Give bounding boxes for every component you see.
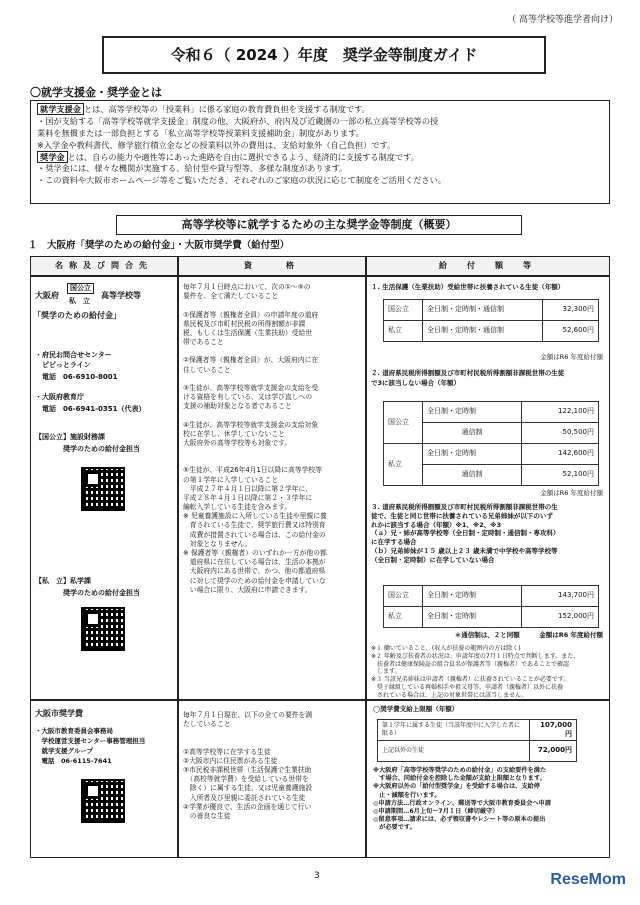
page-number: 3	[314, 871, 320, 881]
footnote-line: ※１ 働いていること、(収入が扶養の範囲内の方は除く)	[371, 645, 521, 652]
qualification-line	[183, 448, 361, 457]
city-note-line: 止・減額を行います。	[373, 791, 441, 799]
qualification-line: 校に在学し、休学していないこと	[183, 429, 285, 438]
about-line: とは、高等学校等の「授業料」に係る家庭の教育費負担を支援する制度です。	[83, 104, 370, 114]
about-box	[30, 100, 610, 204]
qualification-line: の善良な生徒	[183, 811, 231, 820]
benefit-s3-line: （ａ）兄・姉が高等学校等（全日制・定時制・通信制・専攻科）	[371, 529, 560, 538]
qualification-line: 対象となりません。	[183, 539, 252, 548]
benefit-s3-line: に在学する場合	[371, 538, 417, 547]
pref-kokkou: 国公立	[67, 283, 94, 294]
amount-note: 金額はR6 年度給付額	[540, 353, 603, 361]
about-line: ※入学金や教科書代、修学旅行積立金などの授業料以外の費用は、支給対象外（自己負担）です。	[37, 139, 396, 150]
pref-program: 「奨学のための給付金」	[33, 311, 121, 320]
city-benefit-title: ◯奨学費支給上限額（年額）	[373, 705, 459, 713]
about-line: とは、自らの能力や適性等にあった進路を自由に選択できるよう、経済的に支援する制度です。	[67, 151, 419, 162]
contact-line: 学校運営支援センター事務管理担当	[35, 737, 146, 745]
qualification-line	[183, 739, 361, 748]
city-note-line: が必要です。	[373, 824, 416, 832]
benefit-s3-line: ３. 道府県民税所得割額及び市町村民税所得割額非課税世帯の生	[371, 503, 558, 511]
benefit-s3-table: 国公立 全日制・定時制 143,700円 私立 全日制・定時制 152,000円	[383, 585, 599, 628]
city-benefit-cell	[366, 700, 610, 858]
audience-note: （ 高等学校等進学者向け）	[507, 15, 618, 25]
page-title: 令和６（ 2024 ）年度 奨学金等制度ガイド	[102, 36, 546, 74]
contact-line: 【国公立】施設財務課	[35, 433, 105, 441]
footnote-line: されている場合は、上記の対象世帯には該当しません。	[371, 691, 528, 699]
qualification-line: 成費が措置されている場合は、この給付金の	[183, 530, 326, 539]
qualification-line: 大阪府内にある世帯で、かつ、他の都道府県	[183, 567, 326, 576]
header-name: 名称及び問合先	[30, 256, 178, 276]
footnote-line: ※２ 年齢及び扶養者の状況は、申請年度の7月１日時点で判断します。また、	[371, 652, 580, 660]
keyword-shogakukin: 奨学金	[37, 151, 68, 163]
city-note-line: す場合、同給付金を控除した金額が支給上限額となります。	[373, 775, 546, 783]
qr-code-icon[interactable]	[81, 467, 125, 511]
contact-line: ・府民お問合せセンター	[35, 351, 112, 359]
qualification-line: 税、もしくは生活保護（生業扶助）受給世	[183, 328, 313, 337]
contact-phone: 電話 06-6910-8001	[35, 373, 118, 381]
qr-code-icon[interactable]	[81, 779, 125, 823]
qualification-line: 大阪府外の高等学校等も対象です。	[183, 438, 292, 447]
qualification-line	[183, 729, 361, 738]
qualification-line	[183, 347, 361, 356]
about-line: ・この資料や大阪市ホームページ等をご覧いただき、それぞれのご家庭の状況に応じて制度をご活用ください。	[37, 175, 446, 186]
qr-code-icon[interactable]	[81, 607, 125, 651]
qualification-line: ②大阪市内に住民票がある生徒	[183, 756, 278, 765]
qualification-line	[183, 375, 361, 384]
keyword-shugaku: 就学支援金	[37, 103, 84, 115]
header-qualification: 資 格	[178, 256, 366, 276]
qualification-line: ※ 児童養護施設に入所している生徒や里親に養	[183, 512, 327, 521]
benefit-s3-text	[371, 503, 560, 564]
benefit-s2-table: 国公立 全日制・定時制 122,100円 通信制 50,500円 私立 全日制・定時制 142,600円 通信制 52,100円	[383, 401, 599, 486]
about-line: 業料を無償または一部負担とする「私立高等学校等授業料支援補助金」制度があります。	[37, 127, 364, 138]
city-benefit-table: 第１学年に属する生徒（当該年度中に入学した者に限る） 107,000円 上記以外の生徒 72,000円	[377, 719, 577, 762]
qualification-line: い場合に限り、大阪府に申請できます。	[183, 585, 312, 594]
benefit-s2-title: で3に該当しない場合（年額）	[371, 379, 461, 387]
pref-koutou: 高等学校等	[101, 291, 141, 300]
pref-qualification-cell	[178, 276, 366, 700]
qualification-line: 平成２７年４月１日以降に第２学年に、	[183, 484, 313, 493]
about-line: ・奨学金には、様々な機関が実施する、給付型や貸与型等、多様な制度があります。	[37, 163, 348, 174]
city-contact-cell	[30, 700, 178, 858]
qualification-line: 住していること	[183, 365, 231, 374]
contact-line: 奨学のための給付金担当	[35, 589, 140, 597]
header-benefit: 給 付 額 等	[366, 256, 610, 276]
qualification-line: 入所者及び里親に委託されている生徒	[183, 793, 306, 802]
pref-name: 大阪府	[35, 291, 59, 300]
contact-line: ピピっとライン	[35, 361, 91, 369]
benefit-s2-title: ２. 道府県民税所得割額及び市町村民税所得割額非課税世帯の生徒	[371, 369, 565, 377]
pref-contact-cell	[30, 276, 178, 700]
contact-phone: 電話 06-6115-7641	[35, 757, 112, 765]
qualification-line: 平成２８年４月１日以降に第２・３学年に	[183, 493, 313, 502]
qualification-line: 道府県に在住している場合は、生活の本拠が	[183, 558, 326, 567]
city-qualification-cell	[178, 700, 366, 858]
city-notes	[373, 767, 551, 833]
qualification-line: ①保護者等（親権者全員）の申請年度の道府	[183, 310, 319, 319]
qualification-line: の第１学年に入学していること	[183, 475, 279, 484]
amount-note: ＊通信制は、２と同額 金額はR6 年度給付額	[454, 631, 603, 639]
resemom-logo: ReseMom	[550, 871, 626, 889]
qualification-line: ける資格を有している、又は学び直しへの	[183, 393, 313, 402]
qualification-line	[183, 301, 361, 310]
qualification-line: ②保護者等（親権者全員）が、大阪府内に在	[183, 356, 319, 365]
contact-line: ・大阪府教育庁	[35, 393, 84, 401]
qualification-line: ③市民税非課税世帯（生活保護で生業扶助	[183, 766, 312, 775]
qualification-line: ⑤生徒が、平成26年4月1日以降に高等学校等	[183, 466, 322, 475]
qualification-line: 県民税及び市町村民税の所得割額が非課	[183, 319, 306, 328]
city-note-line: ※大阪府「高等学校等奨学のための給付金」の支給要件を満た	[373, 767, 547, 774]
qualification-line: に対して奨学のための給付金を申請していな	[183, 576, 326, 585]
qualification-line: 支援の補助対象となる者であること	[183, 402, 292, 411]
main-section-title: 高等学校等に就学するための主な奨学金等制度（概要）	[116, 215, 522, 235]
pref-benefit-cell	[366, 276, 610, 700]
benefit-s3-line: （ｂ）兄弟姉妹が１５ 歳以上２３ 歳未満で中学校や高等学校等	[371, 546, 558, 555]
qualification-line: （高校等就学費）を受給している世帯を	[183, 775, 309, 784]
contact-line: 【私 立】私学課	[35, 577, 91, 585]
qualification-line: ④生徒が、高等学校等就学支援金の支給対象	[183, 420, 319, 429]
qualification-line: たしていること	[183, 720, 231, 729]
about-line: ・国が支給する「高等学校等就学支援金」制度の他、大阪府が、府内及び近畿圏の一部の私立高等学校等の授	[37, 115, 439, 126]
footnote-line: 奨子縁組している再婚相手や祖父母等、申請者（親権者）以外に扶養	[371, 683, 564, 691]
contact-line: 奨学のための給付金担当	[35, 445, 140, 453]
benefit-s1-title: １. 生活保護（生業扶助）受給世帯に扶養されている生徒（年額）	[371, 283, 565, 291]
pref-shiritsu: 私 立	[69, 297, 90, 305]
qualification-line: 編転入学している生徒を含みます。	[183, 503, 292, 512]
subsection-title: １ 大阪府「奨学のための給付金」・大阪市奨学費（給付型）	[28, 240, 290, 251]
city-name: 大阪市奨学費	[35, 709, 83, 718]
benefit-s3-line: 徒で、生徒と同じ世帯に扶養されている兄弟姉妹が以下のいず	[371, 511, 553, 520]
city-note-line: ◎申請方法…行政オンライン、郵送等で大阪市教育委員会へ申請	[373, 799, 551, 807]
contact-line: 就学支援グループ	[35, 747, 93, 755]
qualification-line: ③生徒が、高等学校等就学支援金の支給を受	[183, 383, 319, 392]
benefit-s3-line: れかに該当する場合（年額）※1、※2、※3	[371, 520, 502, 529]
city-note-line: ◎留意事項…請求には、必ず領収書やレシート等の原本の提出	[373, 816, 546, 824]
qualification-line	[183, 411, 361, 420]
about-heading: 〇就学支援金・奨学金とは	[30, 86, 162, 99]
contact-phone: 電話 06-6941-0351（代表）	[35, 405, 146, 413]
footnote-line: します。	[371, 668, 401, 676]
benefit-s1-table: 国公立 全日制・定時制・通信制 32,300円 私立 全日制・定時制・通信制 52,600円	[383, 299, 599, 342]
footnote-line: ※３ 当該兄弟姉妹は申請者（親権者）に扶養されていることが必要です。	[371, 676, 570, 684]
footnotes	[371, 645, 579, 700]
qualification-line: 要件を、全て満たしていること	[183, 292, 279, 301]
footnote-line: 扶養者は健康保険証の組合員名が保護者等（親権者）であることで確認	[371, 660, 570, 668]
qualification-line: 育されている生徒で、奨学旅行費又は特別育	[183, 521, 326, 530]
qualification-line: ※ 保護者等（親権者）のいずれか一方が他の都	[183, 548, 327, 557]
city-note-line: ※大阪府以外の「給付型奨学金」を受給する場合は、支給停	[373, 783, 540, 791]
qualification-line: 毎年７月１日現在、以下の全ての要件を満	[183, 711, 313, 719]
qualification-line: ④学業が優良で、生活の企画を通じて行い	[183, 802, 312, 811]
city-note-line: ◎申請期間…6月上旬～7月１日（締切厳守）	[373, 807, 499, 815]
qualification-line: 帯であること	[183, 338, 224, 347]
contact-line: ・大阪市教育委員会事務局	[35, 727, 113, 735]
amount-note: 金額はR6 年度給付額	[540, 489, 603, 497]
qualification-line: 毎年７月１日時点において、次の①～⑤の	[183, 283, 311, 291]
benefit-s3-line: （全日制・定時制）に在学していない場合	[371, 555, 495, 564]
qualification-line: 除く）に属する生徒、又は児童養護施設	[183, 784, 313, 793]
qualification-line: ①高等学校等に在学する生徒	[183, 747, 271, 756]
